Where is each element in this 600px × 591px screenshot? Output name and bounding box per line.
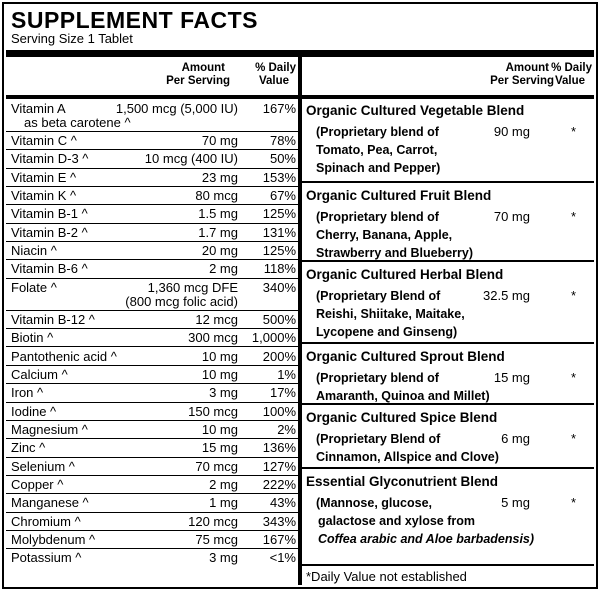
nutrient-name: Pantothenic acid ^ — [11, 348, 117, 364]
blend-description-line: (Proprietary Blend of — [316, 289, 441, 303]
blend-block — [302, 346, 594, 405]
nutrient-daily-value: 127% — [262, 458, 296, 474]
nutrient-daily-value: 118% — [263, 261, 296, 277]
footnote: *Daily Value not established — [306, 569, 467, 584]
nutrient-daily-value: 125% — [262, 243, 296, 259]
nutrient-name: Vitamin D-3 ^ — [11, 151, 89, 167]
nutrient-amount: 10 mcg (400 IU) — [144, 151, 238, 167]
nutrient-daily-value: 17% — [269, 385, 296, 401]
nutrient-amount: 300 mcg — [188, 330, 238, 346]
nutrient-amount: 120 mcg — [188, 513, 238, 529]
nutrient-name: Vitamin B-6 ^ — [11, 261, 88, 277]
nutrient-name: Copper ^ — [11, 476, 64, 492]
header-rule — [6, 50, 594, 57]
blends-column — [302, 57, 594, 585]
nutrient-daily-value: 67% — [269, 188, 296, 204]
nutrient-name: Manganese ^ — [11, 495, 89, 511]
nutrient-name: Vitamin K ^ — [11, 188, 77, 204]
amount-header-line1: Amount — [181, 62, 225, 74]
blend-amount: 15 mg — [493, 370, 530, 385]
nutrient-row — [6, 366, 298, 384]
nutrient-daily-value: 1% — [277, 366, 296, 382]
nutrient-amount: 1,500 mcg (5,000 IU) — [115, 101, 238, 116]
nutrient-amount: 10 mg — [201, 421, 238, 437]
blend-amount: 32.5 mg — [483, 288, 530, 303]
nutrient-row — [6, 494, 298, 512]
blend-description-line: Coffea arabic and Aloe barbadensis) — [318, 532, 535, 546]
nutrient-amount: 2 mg — [209, 476, 238, 492]
nutrient-row — [6, 100, 298, 132]
nutrient-row — [6, 549, 298, 567]
blend-title: Organic Cultured Sprout Blend — [306, 349, 505, 364]
nutrient-name: Magnesium ^ — [11, 421, 88, 437]
nutrient-amount: 23 mg — [201, 169, 238, 185]
blend-description-line: Lycopene and Ginseng) — [316, 325, 458, 339]
nutrient-row — [6, 476, 298, 494]
nutrient-name: Selenium ^ — [11, 458, 75, 474]
blend-daily-value: * — [570, 431, 576, 446]
nutrient-row — [6, 311, 298, 329]
nutrient-daily-value: 125% — [262, 206, 296, 222]
serving-size: Serving Size 1 Tablet — [11, 31, 133, 46]
blend-description-line: Spinach and Pepper) — [316, 161, 441, 175]
nutrient-daily-value: 131% — [262, 224, 296, 240]
nutrient-amount: 80 mcg — [195, 188, 238, 204]
blend-block — [302, 264, 594, 344]
nutrient-row — [6, 421, 298, 439]
nutrient-name: Vitamin E ^ — [11, 169, 77, 185]
nutrient-row — [6, 348, 298, 366]
nutrient-row — [6, 169, 298, 187]
blend-amount: 70 mg — [493, 209, 530, 224]
blend-amount-header-2: Per Serving — [490, 75, 554, 87]
nutrient-daily-value: 167% — [262, 532, 296, 547]
nutrient-daily-value: 343% — [262, 513, 296, 529]
nutrient-amount: 150 mcg — [188, 403, 238, 419]
nutrient-amount: 10 mg — [201, 366, 238, 382]
nutrient-amount: 1 mg — [209, 495, 238, 511]
nutrient-row — [6, 329, 298, 347]
nutrient-daily-value: 200% — [262, 348, 296, 364]
supplement-facts-panel — [2, 2, 598, 589]
nutrient-daily-value: 153% — [262, 169, 296, 185]
nutrient-name: Vitamin B-12 ^ — [11, 311, 95, 327]
nutrient-amount: 75 mcg — [195, 532, 238, 547]
blend-description-line: (Proprietary blend of — [316, 210, 439, 224]
nutrient-amount: 70 mcg — [195, 458, 238, 474]
blend-block — [302, 471, 594, 566]
nutrient-name: Niacin ^ — [11, 243, 57, 259]
amount-header — [182, 62, 225, 75]
nutrient-daily-value: 167% — [262, 101, 296, 116]
nutrient-daily-value: 340% — [262, 279, 296, 295]
nutrient-row — [6, 260, 298, 278]
nutrient-row — [6, 439, 298, 457]
nutrient-row — [6, 458, 298, 476]
nutrient-name: Potassium ^ — [11, 550, 82, 566]
nutrient-amount: 1.7 mg — [198, 224, 238, 240]
nutrient-row — [6, 205, 298, 223]
blend-amount: 6 mg — [501, 431, 530, 446]
blend-description-line: (Mannose, glucose, — [316, 496, 432, 510]
blend-daily-value: * — [570, 495, 576, 510]
nutrient-row — [6, 384, 298, 402]
nutrient-row — [6, 187, 298, 205]
nutrient-amount: 70 mg — [201, 133, 238, 148]
blend-description-line: (Proprietary Blend of — [316, 432, 441, 446]
nutrient-name: Folate ^ — [11, 279, 57, 295]
blend-title: Organic Cultured Fruit Blend — [306, 188, 492, 203]
blend-description-line: Cinnamon, Allspice and Clove) — [316, 450, 499, 464]
nutrient-row — [6, 531, 298, 549]
blend-description-line: Reishi, Shiitake, Maitake, — [316, 307, 465, 321]
nutrient-name: Iodine ^ — [11, 403, 57, 419]
nutrient-amount: 1.5 mg — [198, 206, 238, 222]
blend-description-line: Tomato, Pea, Carrot, — [316, 143, 438, 157]
nutrient-name: Molybdenum ^ — [11, 532, 96, 547]
nutrient-daily-value: 100% — [262, 403, 296, 419]
blend-description-line: Strawberry and Blueberry) — [316, 246, 473, 260]
blend-title: Organic Cultured Spice Blend — [306, 410, 498, 425]
blend-daily-value: * — [570, 288, 576, 303]
nutrient-amount: 10 mg — [201, 348, 238, 364]
nutrient-name: Vitamin B-1 ^ — [11, 206, 88, 222]
nutrient-amount: 3 mg — [209, 550, 238, 566]
nutrients-column — [6, 57, 298, 585]
nutrient-amount: 1,360 mcg DFE — [147, 279, 238, 295]
nutrient-daily-value: 2% — [277, 421, 296, 437]
nutrient-row — [6, 403, 298, 421]
nutrient-row — [6, 242, 298, 260]
blend-amount: 5 mg — [501, 495, 530, 510]
nutrient-name: Vitamin C ^ — [11, 133, 77, 148]
dv-header-1: % Daily — [255, 62, 296, 74]
nutrient-amount: 2 mg — [209, 261, 238, 277]
nutrient-name: Vitamin A — [11, 101, 66, 116]
nutrient-row — [6, 150, 298, 168]
dv-header-2: Value — [258, 75, 289, 87]
nutrient-amount: 15 mg — [201, 440, 238, 456]
blend-block — [302, 407, 594, 469]
nutrient-amount: 3 mg — [209, 385, 238, 401]
nutrient-daily-value: 50% — [269, 151, 296, 167]
nutrient-row — [6, 279, 298, 311]
blend-block — [302, 100, 594, 183]
nutrient-row — [6, 513, 298, 531]
blend-dv-header-2: Value — [554, 75, 585, 87]
nutrient-name: Chromium ^ — [11, 513, 81, 529]
nutrient-subline: (800 mcg folic acid) — [125, 293, 238, 309]
nutrient-name: Iron ^ — [11, 385, 44, 401]
nutrient-daily-value: 1,000% — [251, 330, 296, 346]
blend-daily-value: * — [570, 124, 576, 139]
blend-title: Organic Cultured Vegetable Blend — [306, 103, 525, 118]
nutrient-name: Biotin ^ — [11, 330, 54, 346]
blend-description-line: Amaranth, Quinoa and Millet) — [316, 389, 490, 403]
blend-description-line: (Proprietary blend of — [316, 371, 439, 385]
nutrient-subline: as beta carotene ^ — [24, 115, 131, 130]
blend-daily-value: * — [570, 370, 576, 385]
nutrient-row — [6, 224, 298, 242]
nutrient-daily-value: <1% — [269, 550, 296, 566]
nutrient-daily-value: 43% — [269, 495, 296, 511]
amount-header-2: Per Serving — [166, 75, 230, 87]
blend-description-line: (Proprietary blend of — [316, 125, 439, 139]
nutrient-row — [6, 132, 298, 150]
blend-description-line: Cherry, Banana, Apple, — [316, 228, 453, 242]
blend-daily-value: * — [570, 209, 576, 224]
nutrients-header — [6, 57, 298, 95]
nutrient-daily-value: 78% — [269, 133, 296, 148]
blends-header — [302, 57, 594, 95]
nutrient-daily-value: 222% — [262, 476, 296, 492]
nutrients-header-rule — [6, 95, 298, 99]
nutrient-name: Vitamin B-2 ^ — [11, 224, 88, 240]
blend-title: Essential Glyconutrient Blend — [306, 474, 499, 489]
nutrient-daily-value: 500% — [262, 311, 296, 327]
blend-block — [302, 185, 594, 262]
blend-title: Organic Cultured Herbal Blend — [306, 267, 504, 282]
blends-header-rule — [302, 95, 594, 99]
nutrient-amount: 20 mg — [201, 243, 238, 259]
nutrient-name: Zinc ^ — [11, 440, 46, 456]
nutrient-name: Calcium ^ — [11, 366, 68, 382]
blend-description-line: galactose and xylose from — [318, 514, 476, 528]
panel-title: SUPPLEMENT FACTS — [11, 7, 258, 33]
blend-amount: 90 mg — [493, 124, 530, 139]
nutrient-daily-value: 136% — [262, 440, 296, 456]
nutrient-amount: 12 mcg — [195, 311, 238, 327]
blend-dv-header-1: % Daily — [551, 62, 592, 74]
blend-amount-header-1: Amount — [505, 62, 549, 74]
